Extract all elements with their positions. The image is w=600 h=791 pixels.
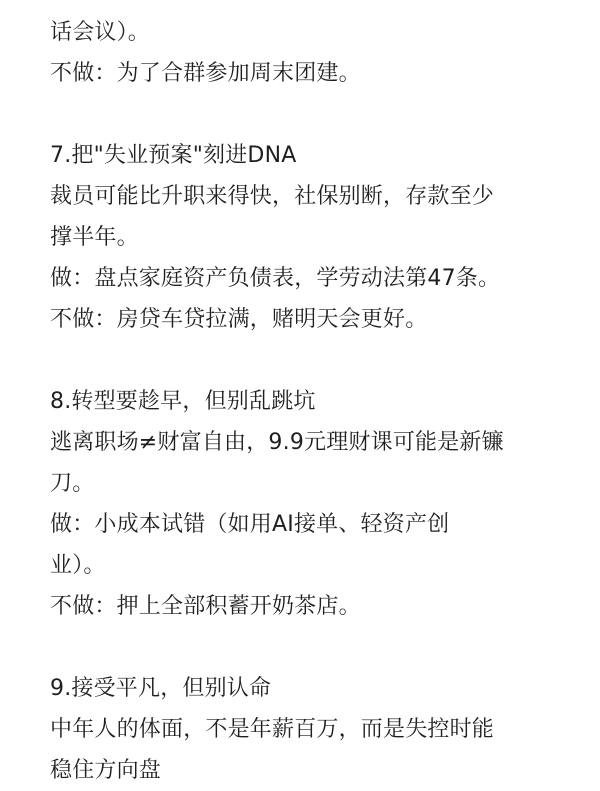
- text-line-cut-off: 稳住方向盘: [50, 758, 162, 783]
- section-heading-9: 9.接受平凡，但别认命: [50, 676, 272, 701]
- text-line: 刀。: [50, 471, 95, 496]
- text-line: 逃离职场≠财富自由，9.9元理财课可能是新镰: [50, 430, 504, 455]
- section-heading-8: 8.转型要趁早，但别乱跳坑: [50, 389, 316, 414]
- article-body: [50, 12, 550, 791]
- text-line: 做：小成本试错（如用AI接单、轻资产创: [50, 512, 450, 537]
- text-line: 中年人的体面，不是年薪百万，而是失控时能: [50, 717, 495, 742]
- text-line: 不做：房贷车贷拉满，赌明天会更好。: [50, 307, 428, 332]
- text-line: 撑半年。: [50, 225, 139, 250]
- paragraph-gap: [50, 94, 550, 135]
- text-line: 业）。: [50, 553, 106, 578]
- text-line: 不做：押上全部积蓄开奶茶店。: [50, 594, 361, 619]
- text-line: 做：盘点家庭资产负债表，学劳动法第47条。: [50, 266, 501, 291]
- text-line: 裁员可能比升职来得快，社保别断，存款至少: [50, 184, 495, 209]
- paragraph-gap: [50, 627, 550, 668]
- paragraph-gap: [50, 340, 550, 381]
- text-line: 不做：为了合群参加周末团建。: [50, 61, 361, 86]
- section-heading-7: 7.把"失业预案"刻进DNA: [50, 143, 297, 168]
- text-line: 话会议）。: [50, 20, 151, 45]
